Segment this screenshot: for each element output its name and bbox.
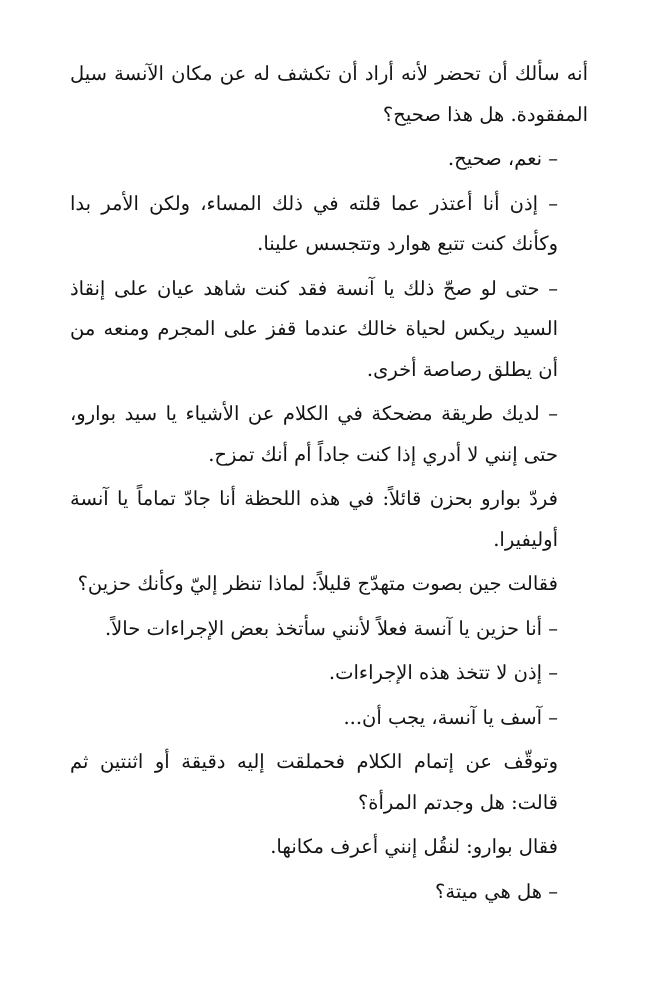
book-page — [70, 54, 588, 916]
dialogue-line: – إذن لا تتخذ هذه الإجراءات. — [328, 661, 558, 684]
paragraph: فقال بوارو: لنقُل إنني أعرف مكانها. — [270, 835, 558, 858]
paragraph: فردّ بوارو بحزن قائلاً: في هذه اللحظة أنا جادّ تماماً يا آنسة أوليفيرا. — [70, 487, 558, 551]
dialogue-line: – أنا حزين يا آنسة فعلاً لأنني سأتخذ بعض الإجراءات حالاً. — [104, 616, 558, 640]
dialogue-line: – لديك طريقة مضحكة في الكلام عن الأشياء يا سيد بوارو، حتى إنني لا أدري إذا كنت جاداً أم أنك تمزح. — [70, 402, 558, 466]
dialogue-line: – حتى لو صحّ ذلك يا آنسة فقد كنت شاهد عيان على إنقاذ السيد ريكس لحياة خالك عندما قفز على المجرم ومنعه من أن يطلق رصاصة أخرى. — [70, 276, 558, 381]
paragraph: أنه سألك أن تحضر لأنه أراد أن تكشف له عن مكان الآنسة سيل المفقودة. هل هذا صحيح؟ — [70, 62, 588, 126]
dialogue-line: – نعم، صحيح. — [447, 147, 558, 170]
dialogue-line: – إذن أنا أعتذر عما قلته في ذلك المساء، ولكن الأمر بدا وكأنك كنت تتبع هوارد وتتجسس علينا. — [70, 191, 558, 255]
paragraph: فقالت جين بصوت متهدّج قليلاً: لماذا تنظر إليّ وكأنك حزين؟ — [77, 572, 558, 595]
dialogue-line: – آسف يا آنسة، يجب أن... — [343, 705, 558, 729]
dialogue-line: – هل هي ميتة؟ — [435, 879, 558, 903]
paragraph: وتوقّف عن إتمام الكلام فحملقت إليه دقيقة أو اثنتين ثم قالت: هل وجدتم المرأة؟ — [70, 750, 558, 814]
